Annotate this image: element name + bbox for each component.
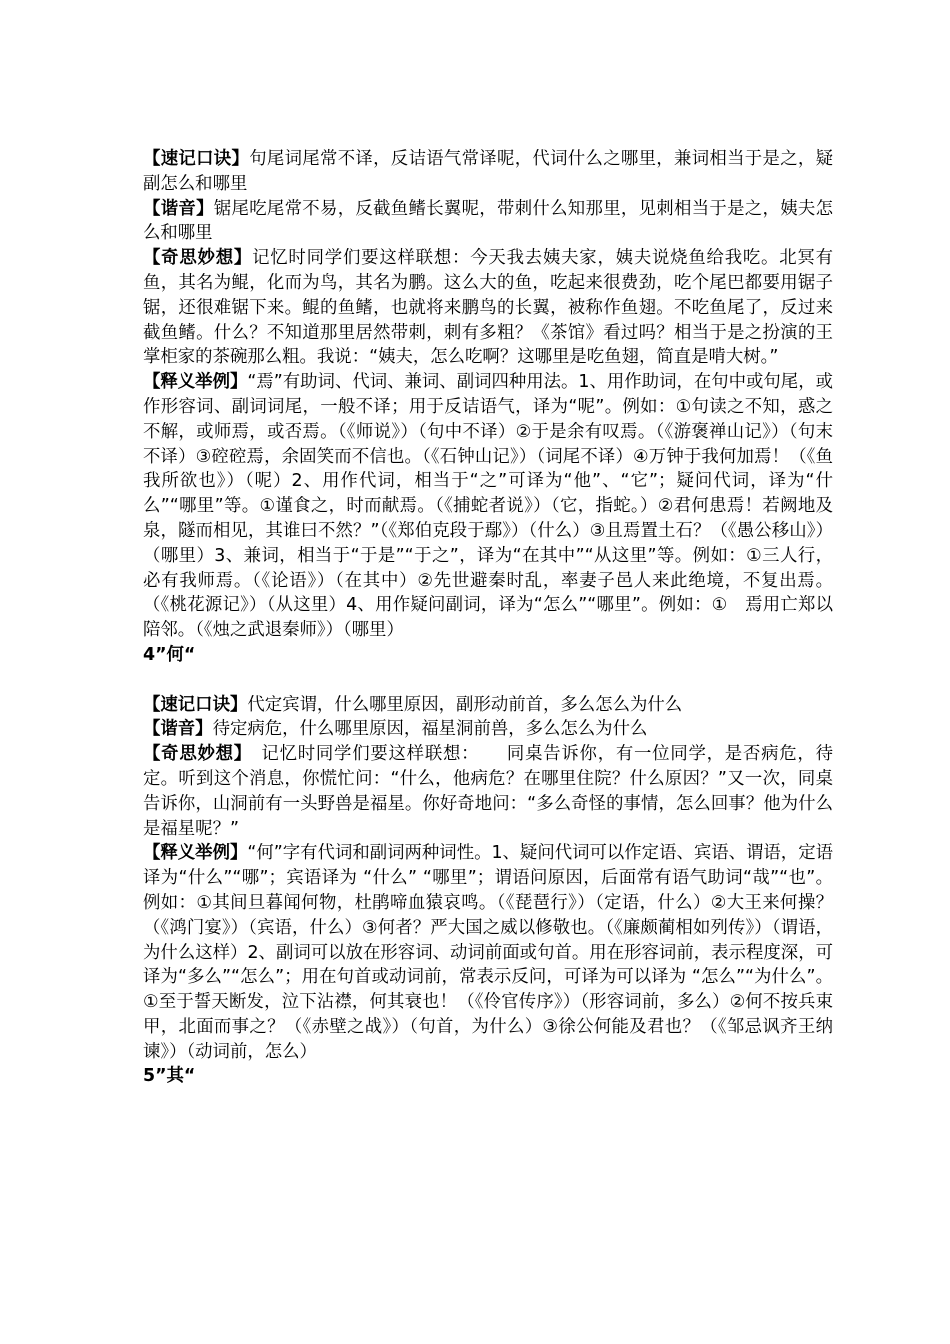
homophone-label: 【谐音】 [143, 719, 213, 740]
examples-text: “何”字有代词和副词两种词性。1、疑问代词可以作定语、宾语、谓语，定语译为“什么”“哪”；宾语译为 “什么” “哪里”；谓语问原因，后面常有语气助词“哉”“也”。例如：①其间旦暮闻何物，杜鹃啼血猿哀鸣。（《琵琶行》）（定语，什么）②大王来何操？（《鸿门宴》）（宾语，什么）③何者？严大国之威以修敬也。（《廉颇蔺相如列传》）（谓语，为什么这样）2、副词可以放在形容词、动词前面或句首。用在形容词前，表示程度深，可译为“多么”“怎么”；用在句首或动词前，常表示反问，可译为可以译为 “怎么”“为什么”。①至于誓天断发，泣下沾襟，何其衰也！（《伶官传序》）（形容词前，多么）②何不按兵束甲，北面而事之？（《赤壁之战》）（句首，为什么）③徐公何能及君也？（《邹忌讽齐王纳谏》）（动词前，怎么） [143, 843, 833, 1062]
imagination-text: 记忆时同学们要这样联想： 同桌告诉你，有一位同学，是否病危，待定。听到这个消息，你慌忙问：“什么，他病危？在哪里住院？什么原因？”又一次，同桌告诉你，山洞前有一头野兽是福星。你好奇地问：“多么奇怪的事情，怎么回事？他为什么是福星呢？” [143, 744, 833, 839]
mnemonic-text: 代定宾谓，什么哪里原因，副形动前首，多么怎么为什么 [247, 694, 683, 715]
imagination-label: 【奇思妙想】 [143, 744, 244, 765]
spacer [143, 668, 833, 693]
examples-label: 【释义举例】 [143, 843, 248, 864]
examples-label: 【释义举例】 [143, 372, 248, 393]
yan-mnemonic [143, 147, 833, 197]
yan-examples [143, 370, 833, 643]
imagination-label: 【奇思妙想】 [143, 248, 253, 269]
he-examples [143, 841, 833, 1064]
document-body [143, 147, 833, 1089]
section-heading-he: 4”何“ [143, 644, 196, 665]
he-mnemonic [143, 693, 833, 718]
examples-text: “焉”有助词、代词、兼词、副词四种用法。1、用作助词，在句中或句尾，或作形容词、副词词尾，一般不译；用于反诘语气，译为“呢”。例如：①句读之不知，惑之不解，或师焉，或否焉。（《师说》）（句中不译）②于是余有叹焉。（《游褒禅山记》）（句末不译）③硿硿焉，余固笑而不信也。（《石钟山记》）（词尾不译）④万钟于我何加焉！（《鱼我所欲也》）（呢）2、用作代词，相当于“之”可译为“他”、“它”；疑问代词，译为“什么”“哪里”等。①谨食之，时而献焉。（《捕蛇者说》）（它，指蛇。）②君何患焉！若阙地及泉，隧而相见，其谁曰不然？”（《郑伯克段于鄢》）（什么）③且焉置土石？（《愚公移山》）（哪里）3、兼词，相当于“于是”“于之”，译为“在其中”“从这里”等。例如：①三人行，必有我师焉。（《论语》）（在其中）②先世避秦时乱，率妻子邑人来此绝境，不复出焉。（《桃花源记》）（从这里）4、用作疑问副词，译为“怎么”“哪里”。例如：① 焉用亡郑以陪邻。（《烛之武退秦师》）（哪里） [143, 372, 833, 641]
yan-imagination [143, 246, 833, 370]
mnemonic-label: 【速记口诀】 [143, 149, 250, 169]
imagination-text: 记忆时同学们要这样联想：今天我去姨夫家，姨夫说烧鱼给我吃。北冥有鱼，其名为鲲，化而为鸟，其名为鹏。这么大的鱼，吃起来很费劲，吃个尾巴都要用锯子锯，还很难锯下来。鲲的鱼鳍，也就将来鹏鸟的长翼，被称作鱼翅。不吃鱼尾了，反过来截鱼鳍。什么？不知道那里居然带刺，刺有多粗？《茶馆》看过吗？相当于是之扮演的王掌柜家的茶碗那么粗。我说：“姨夫，怎么吃啊？这哪里是吃鱼翅，简直是啃大树。” [143, 248, 833, 368]
homophone-text: 待定病危，什么哪里原因，福星洞前兽，多么怎么为什么 [212, 719, 648, 740]
section-heading-qi: 5”其“ [143, 1066, 196, 1087]
homophone-label: 【谐音】 [143, 198, 214, 219]
mnemonic-text: 句尾词尾常不译，反诘语气常译呢，代词什么之哪里，兼词相当于是之，疑副怎么和哪里 [143, 149, 833, 194]
mnemonic-label: 【速记口诀】 [143, 694, 248, 715]
he-imagination [143, 742, 833, 841]
yan-homophone [143, 197, 833, 247]
homophone-text: 锯尾吃尾常不易，反截鱼鳍长翼呢，带刺什么知那里，见刺相当于是之，姨夫怎么和哪里 [143, 198, 833, 244]
he-homophone [143, 717, 833, 742]
